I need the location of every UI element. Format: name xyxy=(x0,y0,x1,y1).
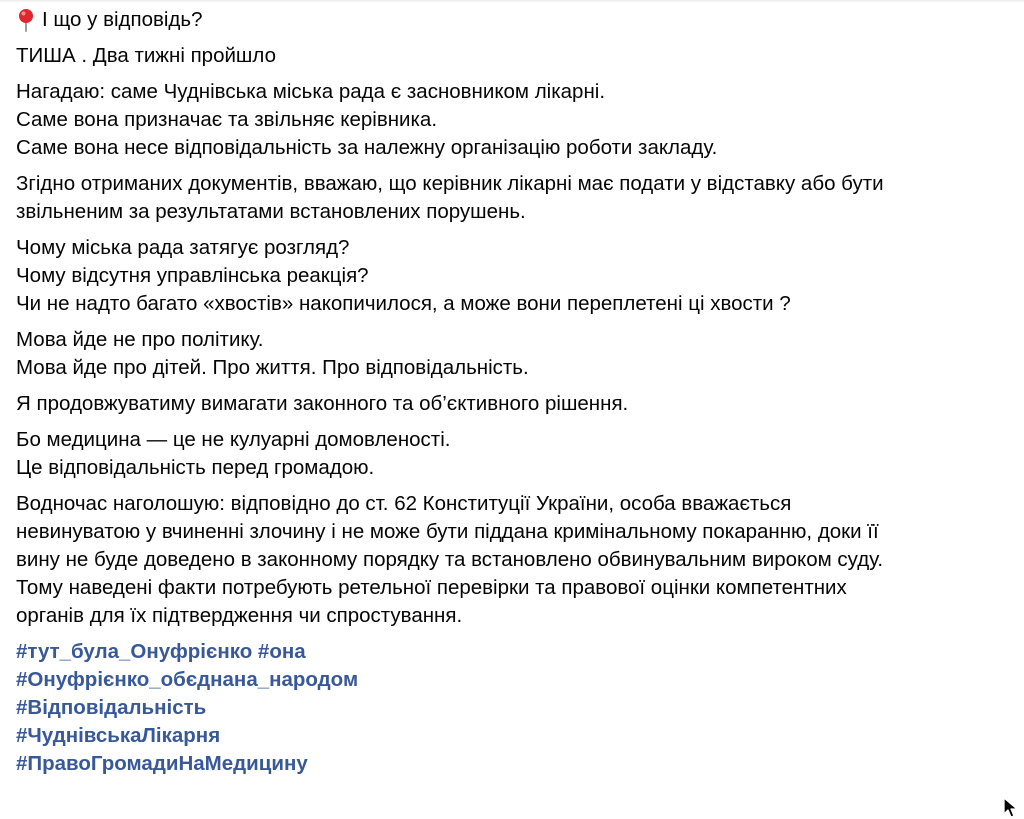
paragraph-line: Мова йде не про політику. xyxy=(16,328,264,351)
paragraph-line: органів для їх підтвердження чи спростування. xyxy=(16,604,463,627)
top-divider xyxy=(0,0,1024,3)
paragraph-line: Чи не надто багато «хвостів» накопичилося, а може вони переплетені ці хвости ? xyxy=(16,292,791,315)
hashtag-link[interactable]: #ПравоГромадиНаМедицину xyxy=(16,752,308,775)
paragraph-line: невинуватою у вчиненні злочину і не може бути піддана кримінальному покаранню, доки її xyxy=(16,520,879,543)
paragraph-line: Бо медицина — це не кулуарні домовленості. xyxy=(16,428,451,451)
paragraph-line: Саме вона призначає та звільняє керівника. xyxy=(16,108,438,131)
hashtag-link[interactable]: #ЧуднівськаЛікарня xyxy=(16,724,221,747)
paragraph-line: Я продовжуватиму вимагати законного та об’єктивного рішення. xyxy=(16,392,629,415)
paragraph-line: Водночас наголошую: відповідно до ст. 62 Конституції України, особа вважається xyxy=(16,492,792,515)
post-paragraph xyxy=(16,78,1006,162)
paragraph-line: Саме вона несе відповідальність за належну організацію роботи закладу. xyxy=(16,136,718,159)
intro-text: І що у відповідь? xyxy=(42,8,203,31)
post-paragraph xyxy=(16,234,1006,318)
paragraph-line: Це відповідальність перед громадою. xyxy=(16,456,375,479)
paragraph-line: Чому відсутня управлінська реакція? xyxy=(16,264,369,287)
hashtag-list xyxy=(16,638,1006,778)
post-paragraph xyxy=(16,426,1006,482)
hashtag-link[interactable]: #Відповідальність xyxy=(16,696,207,719)
paragraph-line: Тому наведені факти потребують ретельної перевірки та правової оцінки компетентних xyxy=(16,576,847,599)
post-paragraph xyxy=(16,42,1006,70)
hashtag-link[interactable]: #тут_була_Онуфрієнко #она xyxy=(16,640,306,663)
post-paragraph xyxy=(16,326,1006,382)
paragraph-line: вину не буде доведено в законному порядку та встановлено обвинувальним вироком суду. xyxy=(16,548,884,571)
hashtag-link[interactable]: #Онуфрієнко_обєднана_народом xyxy=(16,668,359,691)
round-pushpin-icon xyxy=(16,8,36,32)
paragraph-line: Мова йде про дітей. Про життя. Про відповідальність. xyxy=(16,356,529,379)
post-paragraph xyxy=(16,490,1006,630)
post-paragraph xyxy=(16,170,1006,226)
paragraphs xyxy=(16,42,1006,630)
post-text xyxy=(16,6,1006,778)
paragraph-line: Нагадаю: саме Чуднівська міська рада є засновником лікарні. xyxy=(16,80,606,103)
paragraph-line: Згідно отриманих документів, вважаю, що керівник лікарні має подати у відставку або бути xyxy=(16,172,884,195)
intro-line xyxy=(16,6,1006,34)
paragraph-line: ТИША . Два тижні пройшло xyxy=(16,44,276,67)
paragraph-line: Чому міська рада затягує розгляд? xyxy=(16,236,350,259)
mouse-pointer-icon xyxy=(1003,797,1019,819)
post-paragraph xyxy=(16,390,1006,418)
paragraph-line: звільненим за результатами встановлених порушень. xyxy=(16,200,526,223)
